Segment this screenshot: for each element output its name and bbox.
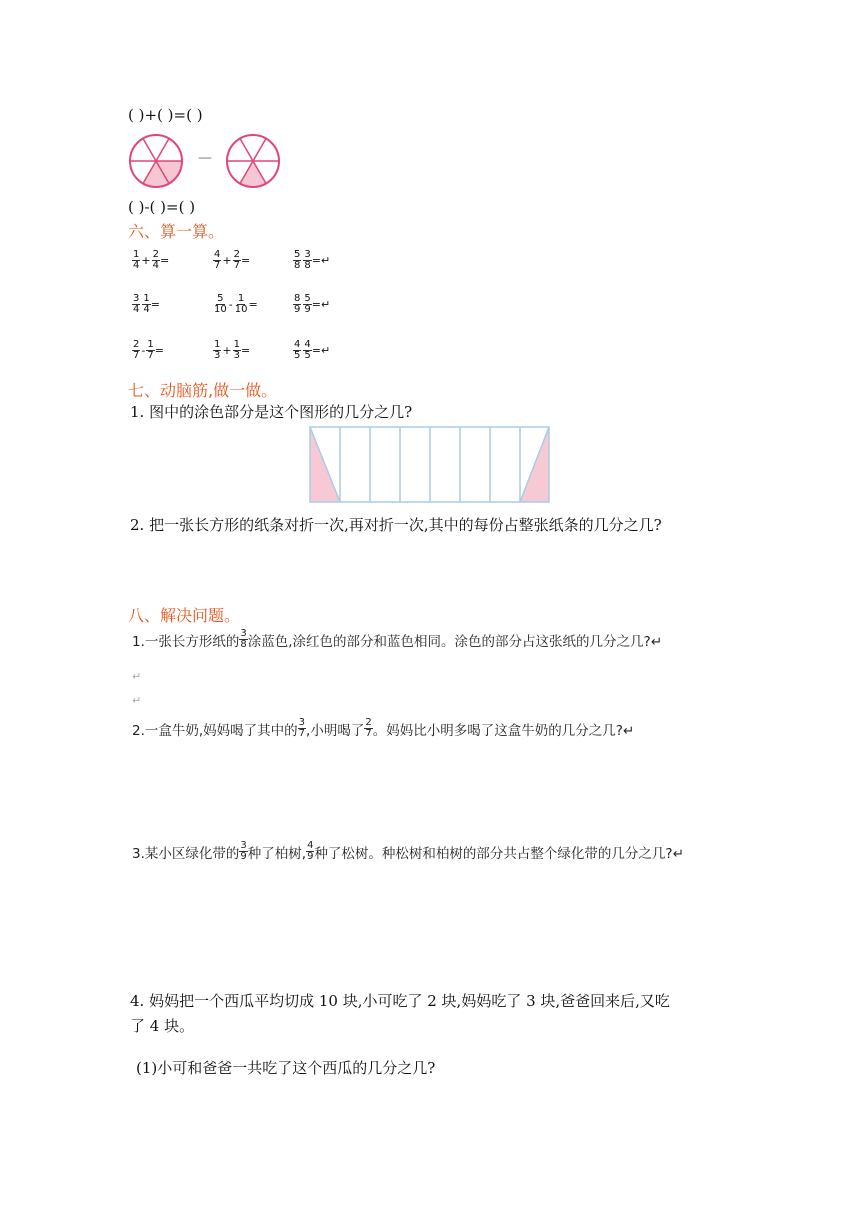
operator: - xyxy=(228,298,233,311)
operator: + xyxy=(141,254,151,267)
fraction: $\frac{3}{7}$ xyxy=(298,717,306,739)
calc-expression xyxy=(293,294,330,315)
fraction: $\frac{2}{7}$ xyxy=(233,249,240,271)
operator: + xyxy=(222,344,232,357)
subtraction-expression: ( )-( )=( ) xyxy=(128,198,196,216)
section-8-question-3: 3.某小区绿化带的 $\frac{3}{9}$ 种了柏树, $\frac{4}{9}$ 种了松树。种松树和柏树的部分共占整个绿化带的几分之几?↵ xyxy=(132,840,684,862)
equals-sign: = xyxy=(240,344,251,357)
fraction: $\frac{1}{3}$ xyxy=(214,339,221,361)
equals-sign: = xyxy=(159,254,170,267)
equals-sign: = xyxy=(154,344,164,357)
fraction: $\frac{4}{5}$ xyxy=(304,339,311,361)
operator: - xyxy=(141,344,146,357)
calc-expression xyxy=(213,294,258,315)
fraction: $\frac{2}{7}$ xyxy=(365,717,372,739)
equals-sign: = xyxy=(240,254,251,267)
fraction: $\frac{4}{9}$ xyxy=(307,840,314,862)
fraction: $\frac{8}{9}$ xyxy=(294,293,301,315)
right-pie xyxy=(227,135,279,187)
calc-expression xyxy=(132,294,160,315)
calc-expression xyxy=(132,250,169,271)
fraction: $\frac{1}{3}$ xyxy=(233,339,240,361)
rectangle-figure xyxy=(309,426,551,504)
section-8-question-4-line-2: 了 4 块。 xyxy=(130,1017,195,1035)
fraction: $\frac{5}{8}$ xyxy=(294,249,301,271)
fraction: $\frac{4}{7}$ xyxy=(214,249,221,271)
section-8-question-2: 2.一盒牛奶,妈妈喝了其中的 $\frac{3}{7}$ ,小明喝了 $\frac{2}{7}$ 。妈妈比小明多喝了这盒牛奶的几分之几?↵ xyxy=(132,717,635,739)
section-8-question-4-sub-1: (1)小可和爸爸一共吃了这个西瓜的几分之几? xyxy=(136,1059,436,1077)
operator: + xyxy=(222,254,232,267)
section-7-question-2: 2. 把一张长方形的纸条对折一次,再对折一次,其中的每份占整张纸条的几分之几? xyxy=(130,516,662,534)
section-8-heading: 八、解决问题。 xyxy=(128,606,241,625)
return-mark: ↵ xyxy=(132,694,142,707)
section-8-question-4-line-1: 4. 妈妈把一个西瓜平均切成 10 块,小可吃了 2 块,妈妈吃了 3 块,爸爸回来后,又吃 xyxy=(130,992,670,1010)
fraction: $\frac{1}{4}$ xyxy=(133,249,140,271)
right-pie-shaded-part xyxy=(240,161,266,187)
equals-sign: = xyxy=(248,298,258,311)
calc-expression xyxy=(293,340,330,361)
minus-sign: — xyxy=(198,150,212,166)
fraction: $\frac{3}{4}$ xyxy=(133,293,140,315)
section-7-heading: 七、动脑筋,做一做。 xyxy=(128,381,278,400)
calc-expression xyxy=(293,250,330,271)
addition-expression: ( )+( )=( ) xyxy=(128,106,203,124)
fraction: $\frac{3}{8}$ xyxy=(304,249,311,271)
fraction: $\frac{3}{8}$ xyxy=(240,628,247,650)
left-pie xyxy=(130,135,182,187)
fraction: $\frac{2}{7}$ xyxy=(133,339,140,361)
fraction: $\frac{1}{7}$ xyxy=(147,339,154,361)
equals-sign: =↵ xyxy=(311,344,331,357)
section-7-question-1: 1. 图中的涂色部分是这个图形的几分之几? xyxy=(130,403,413,421)
equals-sign: =↵ xyxy=(311,254,331,267)
fraction: $\frac{5}{10}$ xyxy=(214,293,227,315)
fraction: $\frac{1}{4}$ xyxy=(143,293,150,315)
equals-sign: = xyxy=(150,298,160,311)
section-6-heading: 六、算一算。 xyxy=(128,222,225,241)
section-8-question-1: 1.一张长方形纸的 $\frac{3}{8}$ 涂蓝色,涂红色的部分和蓝色相同。涂色的部分占这张纸的几分之几?↵ xyxy=(132,628,663,650)
fraction: $\frac{3}{9}$ xyxy=(240,840,247,862)
calc-expression xyxy=(213,340,250,361)
fraction: $\frac{2}{4}$ xyxy=(152,249,159,271)
calc-expression xyxy=(132,340,164,361)
fraction: $\frac{1}{10}$ xyxy=(234,293,248,315)
fraction: $\frac{4}{5}$ xyxy=(294,339,301,361)
calc-expression xyxy=(213,250,250,271)
return-mark: ↵ xyxy=(132,670,142,683)
fraction: $\frac{5}{9}$ xyxy=(304,293,311,315)
equals-sign: =↵ xyxy=(311,298,331,311)
